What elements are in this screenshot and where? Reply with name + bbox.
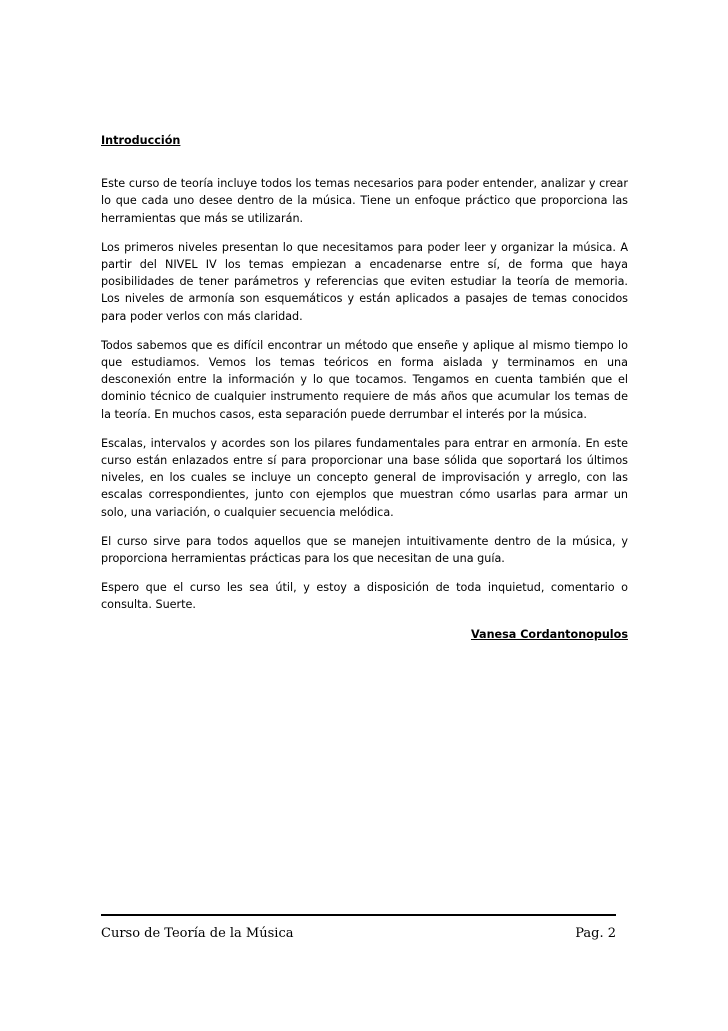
paragraph-4: Escalas, intervalos y acordes son los pilares fundamentales para entrar en armonía. En este curso están enlazados entre sí para proporcionar una base sólida que soportará los últimos niveles, en los cuales se incluye un concepto general de improvisación y arreglo, con las escalas correspondientes, junto con ejemplos que muestran cómo usarlas para armar un solo, una variación, o cualquier secuencia melódica.: [101, 436, 628, 519]
page-footer: [101, 925, 616, 943]
author-signature: Vanesa Cordantonopulos: [470, 627, 628, 641]
paragraph-2: Los primeros niveles presentan lo que necesitamos para poder leer y organizar la música. A partir del NIVEL IV los temas empiezan a encadenarse entre sí, de forma que haya posibilidades de tener parámetros y referencias que eviten estudiar la teoría de memoria. Los niveles de armonía son esquemáticos y están aplicados a pasajes de temas conocidos para poder verlos con más claridad.: [101, 240, 628, 323]
page-content: [101, 132, 628, 643]
footer-divider: [101, 914, 616, 916]
paragraph-3: Todos sabemos que es difícil encontrar un método que enseñe y aplique al mismo tiempo lo que estudiamos. Vemos los temas teóricos en forma aislada y terminamos en una desconexión entre la información y lo que tocamos. Tengamos en cuenta también que el dominio técnico de cualquier instrumento requiere de más años que acumular los temas de la teoría. En muchos casos, esta separación puede derrumbar el interés por la música.: [101, 338, 628, 421]
paragraph-1: Este curso de teoría incluye todos los temas necesarios para poder entender, analizar y crear lo que cada uno desee dentro de la música. Tiene un enfoque práctico que proporciona las herramientas que más se utilizarán.: [101, 177, 628, 225]
footer-title: Curso de Teoría de la Música: [101, 926, 294, 941]
section-heading: Introducción: [101, 134, 181, 147]
paragraph-5: El curso sirve para todos aquellos que se manejen intuitivamente dentro de la música, y proporciona herramientas prácticas para los que necesitan de una guía.: [101, 534, 628, 566]
paragraph-6: Espero que el curso les sea útil, y estoy a disposición de toda inquietud, comentario o consulta. Suerte.: [101, 581, 628, 612]
page-number: Pag. 2: [575, 926, 616, 941]
